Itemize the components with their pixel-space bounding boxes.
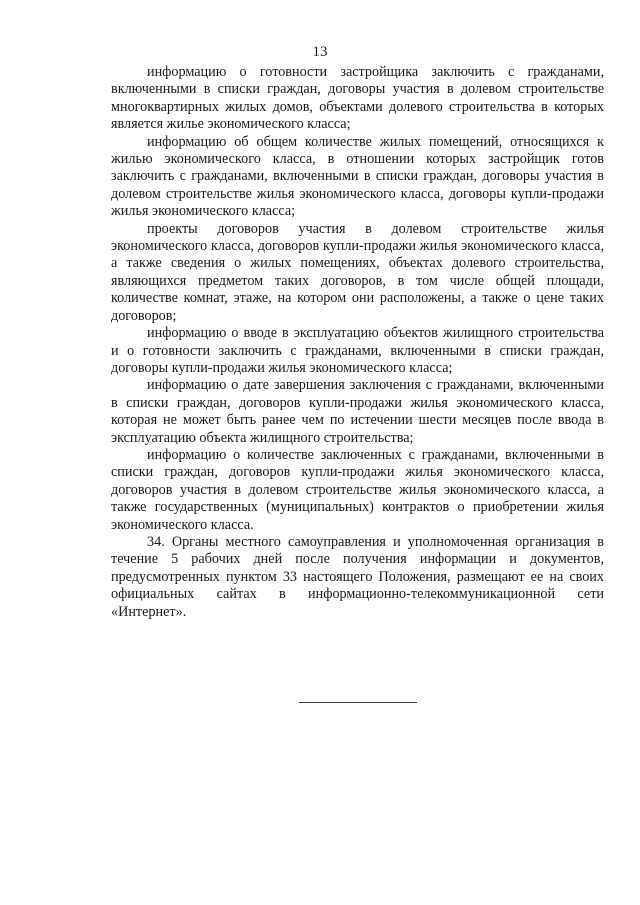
page-number: 13 (312, 44, 328, 60)
paragraph-commissioning: информацию о вводе в эксплуатацию объектов жилищного строительства и о готовности заключить с гражданами, включенными в списки граждан, договоры купли-продажи жилья экономического класса; (111, 325, 604, 376)
paragraph-total-housing: информацию об общем количестве жилых помещений, относящихся к жилью экономического класса, в отношении которых застройщик готов заключить с гражданами, включенными в списки граждан, договоры участия в долевом строительстве жилья экономического класса, договоры купли-продажи жилья экономического класса; (111, 133, 604, 220)
closing-separator-line (299, 702, 417, 703)
paragraph-contract-drafts: проекты договоров участия в долевом строительстве жилья экономического класса, договоров купли-продажи жилья экономического класса, а также сведения о жилых помещениях, объектах долевого строительства, являющихся предметом таких договоров, в том числе общей площади, количестве комнат, этаже, на котором они расположены, а также о цене таких договоров; (111, 220, 604, 324)
paragraph-completion-date: информацию о дате завершения заключения с гражданами, включенными в списки граждан, договоров купли-продажи жилья экономического класса, которая не может быть ранее чем по истечении шести месяцев после ввода в эксплуатацию объекта жилищного строительства; (111, 377, 604, 446)
document-body (111, 64, 604, 621)
paragraph-contract-count: информацию о количестве заключенных с гражданами, включенными в списки граждан, договоров купли-продажи жилья экономического класса, договоров участия в долевом строительстве жилья экономического класса, а также государственных (муниципальных) контрактов о приобретении жилья экономического класса. (111, 446, 604, 533)
paragraph-item-34: 34. Органы местного самоуправления и уполномоченная организация в течение 5 рабочих дней после получения информации и документов, предусмотренных пунктом 33 настоящего Положения, размещают ее на своих официальных сайтах в информационно-телекоммуникационной сети «Интернет». (111, 533, 604, 620)
paragraph-construction-readiness: информацию о готовности застройщика заключить с гражданами, включенными в списки граждан, договоры участия в долевом строительстве многоквартирных жилых домов, объектами долевого строительства в которых является жилье экономического класса; (111, 64, 604, 133)
